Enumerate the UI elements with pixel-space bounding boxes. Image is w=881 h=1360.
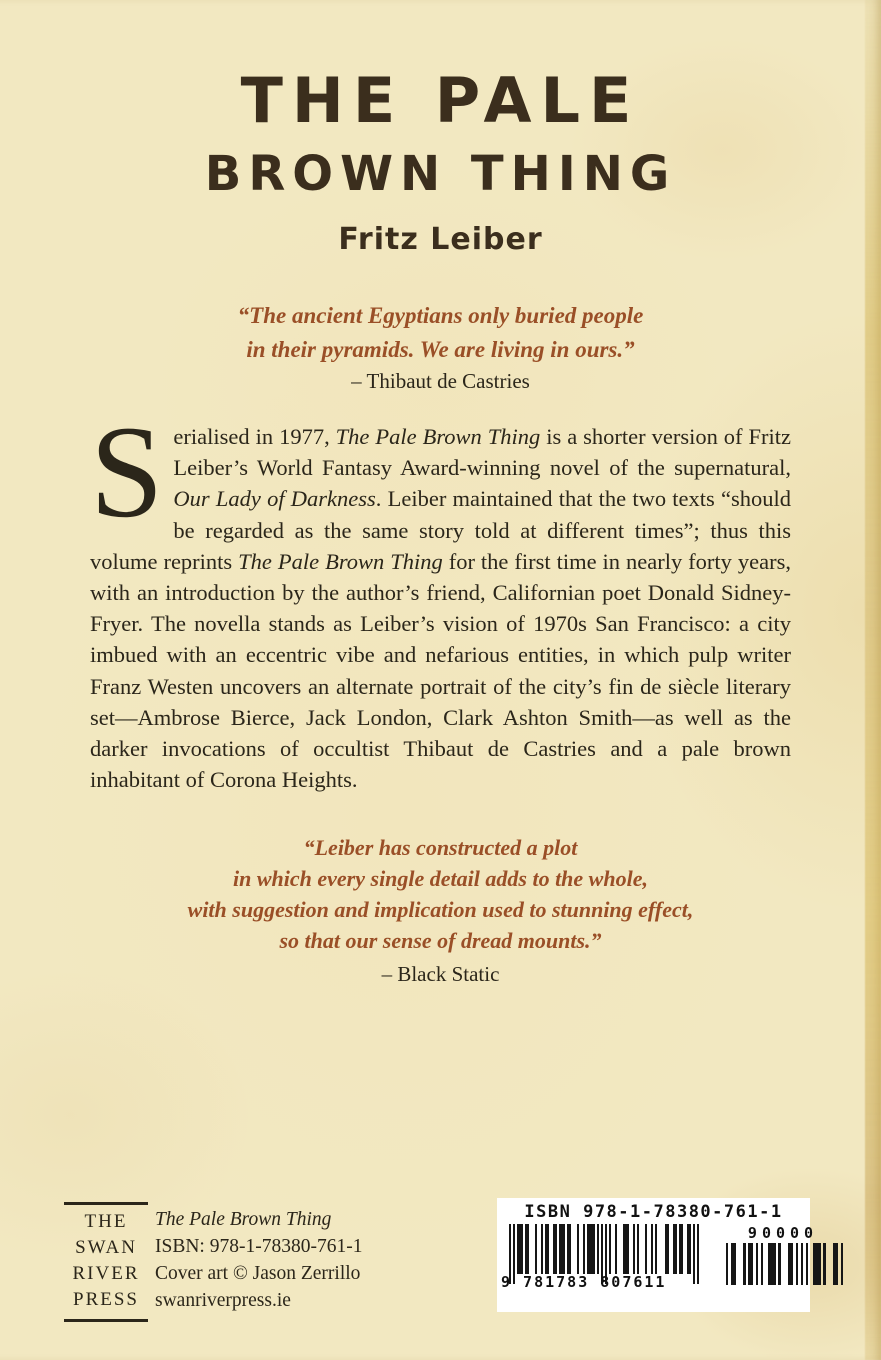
- synopsis-segment: is a shorter version of Fritz Leiber’s World Fantasy Award-winning novel of the supernatural,: [173, 424, 792, 481]
- ean13-digits: 9 781783 807611: [501, 1273, 667, 1291]
- synopsis-text: [90, 424, 791, 792]
- epigraph-line: “The ancient Egyptians only buried people: [237, 303, 644, 328]
- review-line: in which every single detail adds to the whole,: [233, 866, 648, 891]
- synopsis-segment: for the first time in nearly forty years, with an introduction by the author’s friend, Californian poet Donald Sidney-Fryer. The novella stands as Leiber’s vision of 1970s San Francisco: a city imbued with an eccentric vibe and nefarious entities, in which pulp writer Franz Westen uncovers an alternate portrait of the city’s fin de siècle literary set—Ambrose Bierce, Jack London, Clark Ashton Smith—as well as the darker invocations of occultist Thibaut de Castries and a pale brown inhabitant of Corona Heights.: [90, 548, 791, 793]
- ean13-barcode-wrap: [501, 1224, 699, 1291]
- publisher-info-line: swanriverpress.ie: [155, 1290, 291, 1311]
- epigraph-line: in their pyramids. We are living in ours.”: [246, 337, 635, 362]
- barcode-row: [501, 1224, 819, 1291]
- epigraph-attribution: – Thibaut de Castries: [351, 369, 530, 393]
- publisher-logo-line: THE: [84, 1211, 128, 1232]
- publisher-info-line: Cover art © Jason Zerrillo: [155, 1263, 361, 1284]
- ean5-supplement-barcode: [723, 1243, 843, 1285]
- publisher-info-line: ISBN: 978-1-78380-761-1: [155, 1236, 363, 1257]
- author-name: Fritz Leiber: [338, 222, 543, 257]
- epigraph-quote: [0, 299, 881, 367]
- synopsis-segment: The Pale Brown Thing: [238, 548, 443, 574]
- dropcap-letter: S: [90, 398, 164, 545]
- review-line: so that our sense of dread mounts.”: [279, 928, 602, 953]
- book-title-line1: THE PALE: [240, 64, 641, 137]
- page-edge-texture: [865, 0, 881, 1360]
- synopsis-segment: . Leiber maintained that the two texts “should be regarded as the same story told at different times”; thus this volume reprints: [90, 486, 791, 574]
- review-quote: [0, 832, 881, 956]
- isbn-label: ISBN 978-1-78380-761-1: [524, 1202, 783, 1222]
- synopsis-paragraph: [90, 398, 792, 795]
- synopsis-segment: erialised in 1977,: [173, 424, 336, 449]
- synopsis-segment: Our Lady of Darkness: [173, 486, 376, 512]
- review-line: with suggestion and implication used to stunning effect,: [187, 897, 694, 922]
- publisher-logo-line: RIVER: [72, 1263, 140, 1284]
- publisher-info-line: The Pale Brown Thing: [155, 1209, 332, 1230]
- publisher-logo-line: PRESS: [73, 1289, 139, 1310]
- barcode-panel: [497, 1198, 819, 1312]
- review-attribution: – Black Static: [381, 962, 500, 986]
- publisher-logo: [64, 1202, 148, 1322]
- supplement-barcode-wrap: [723, 1224, 843, 1285]
- review-line: “Leiber has constructed a plot: [303, 835, 578, 860]
- supplement-digits: 90000: [747, 1224, 819, 1242]
- publisher-info: [155, 1206, 485, 1314]
- book-title-line2: BROWN THING: [204, 146, 677, 202]
- synopsis-segment: The Pale Brown Thing: [335, 424, 541, 449]
- publisher-logo-line: SWAN: [75, 1237, 137, 1258]
